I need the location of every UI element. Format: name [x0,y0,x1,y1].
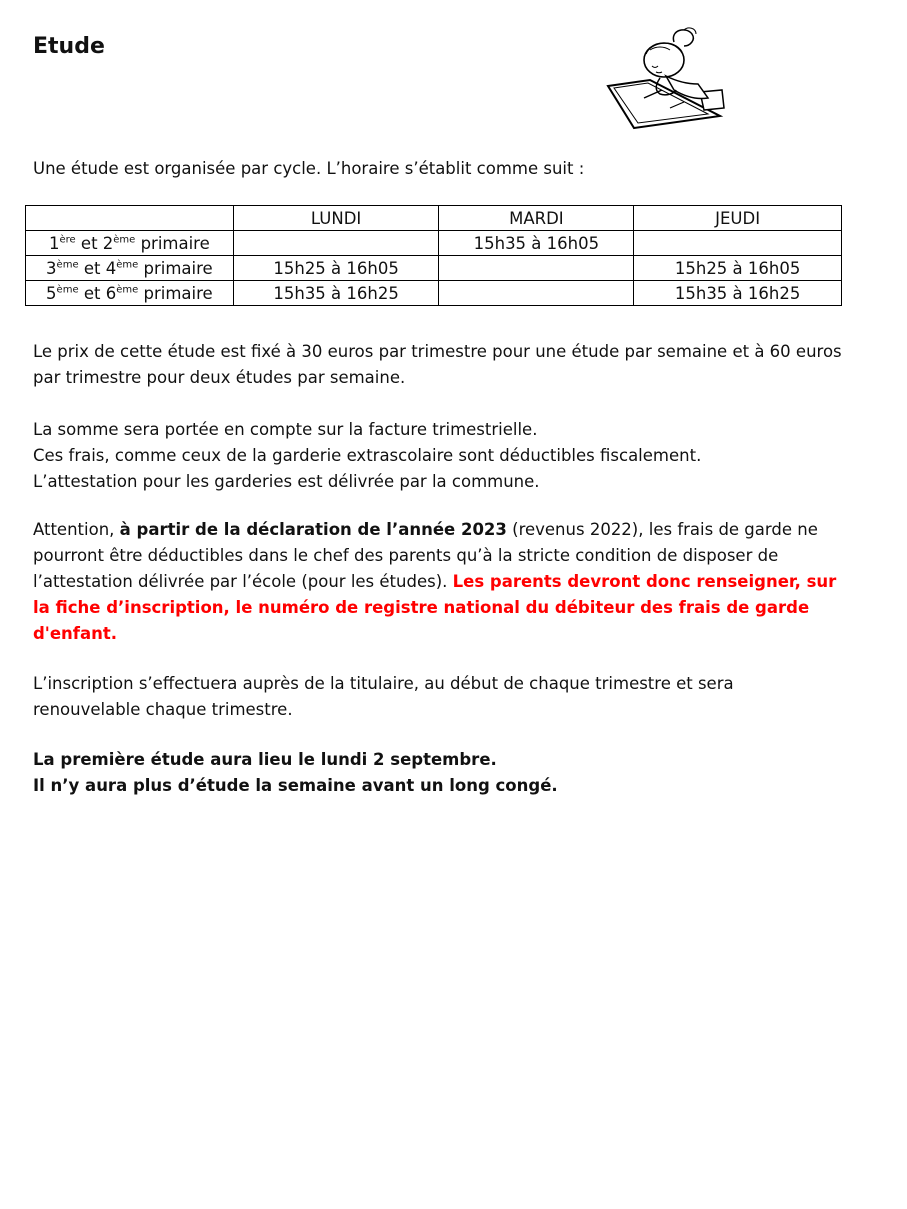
attention-middle: (revenus 2022), les frais de garde ne pourront être déductibles dans le chef des parents qu’à la stricte condition de disposer de l’attestation délivrée par l’école (pour les études). [33,520,818,591]
attention-paragraph [33,517,843,647]
attention-prefix: Attention, [33,520,120,539]
billing-line: Ces frais, comme ceux de la garderie extrascolaire sont déductibles fiscalement. [33,446,702,465]
final-line: La première étude aura lieu le lundi 2 septembre. [33,750,497,769]
lundi-cell: 15h25 à 16h05 [233,256,439,281]
jeudi-cell: 15h35 à 16h25 [634,281,842,306]
mardi-cell [439,256,634,281]
header-jeudi: JEUDI [634,206,842,231]
final-notes [33,747,843,799]
jeudi-cell [634,231,842,256]
schedule-table [25,205,842,306]
header-mardi: MARDI [439,206,634,231]
lundi-cell: 15h35 à 16h25 [233,281,439,306]
price-paragraph: Le prix de cette étude est fixé à 30 euros par trimestre pour une étude par semaine et à 60 euros par trimestre pour deux études par semaine. [33,342,842,387]
lundi-cell [233,231,439,256]
header-lundi: LUNDI [233,206,439,231]
registration-paragraph: L’inscription s’effectuera auprès de la titulaire, au début de chaque trimestre et sera renouvelable chaque trimestre. [33,674,734,719]
schedule-row [26,231,842,256]
billing-line: La somme sera portée en compte sur la facture trimestrielle. [33,420,538,439]
jeudi-cell: 15h25 à 16h05 [634,256,842,281]
attention-red-warning: Les parents devront donc renseigner, sur la fiche d’inscription, le numéro de registre national du débiteur des frais de garde d'enfant. [33,572,837,643]
level-cell: 5ème et 6ème primaire [26,281,234,306]
final-line: Il n’y aura plus d’étude la semaine avant un long congé. [33,776,558,795]
page-title: Etude [33,34,105,59]
mardi-cell [439,281,634,306]
level-cell: 3ème et 4ème primaire [26,256,234,281]
schedule-header-row [26,206,842,231]
schedule-row [26,281,842,306]
child-writing-illustration [604,24,728,132]
level-cell: 1ère et 2ème primaire [26,231,234,256]
intro-text: Une étude est organisée par cycle. L’horaire s’établit comme suit : [33,159,585,178]
billing-paragraph [33,417,843,495]
schedule-row [26,256,842,281]
billing-line: L’attestation pour les garderies est délivrée par la commune. [33,472,540,491]
attention-bold: à partir de la déclaration de l’année 2023 [119,520,507,539]
mardi-cell: 15h35 à 16h05 [439,231,634,256]
header-empty-cell [26,206,234,231]
